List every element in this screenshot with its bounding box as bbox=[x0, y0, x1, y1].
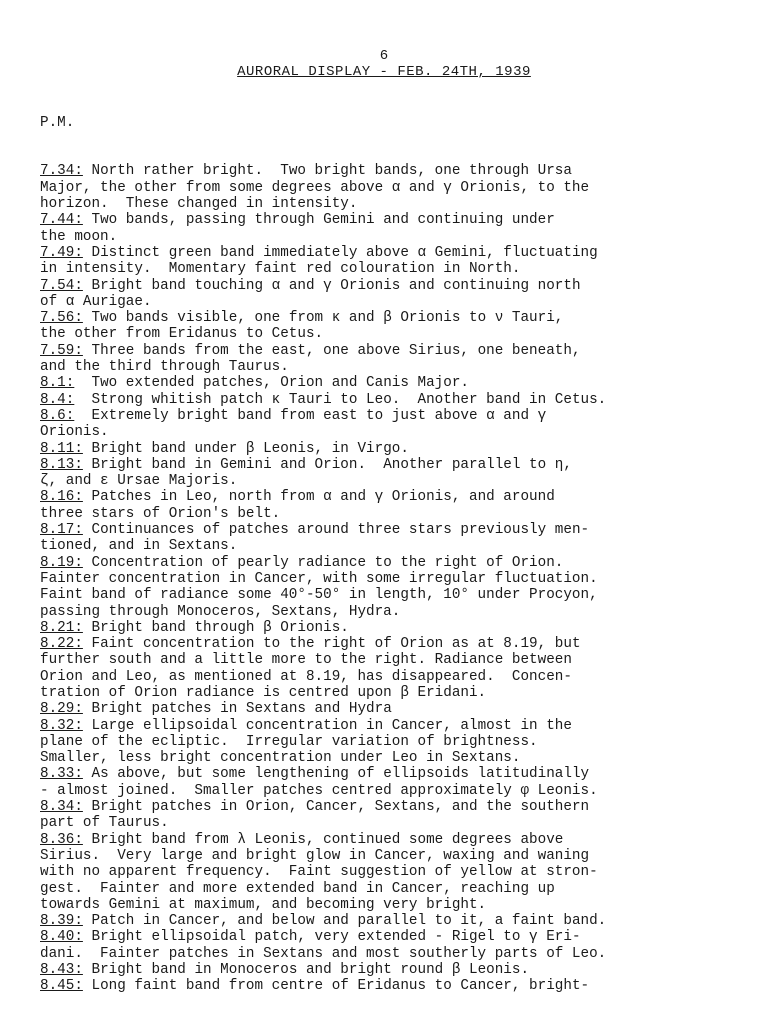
entry-text: Fainter concentration in Cancer, with some irregular fluctuation. bbox=[40, 570, 598, 587]
entry-time: 7.59: bbox=[40, 342, 83, 359]
entry-time: 8.33: bbox=[40, 766, 83, 783]
entry-continuation-line bbox=[40, 180, 740, 196]
entry-text: Bright band in Gemini and Orion. Another parallel to η, bbox=[82, 456, 572, 473]
entry-continuation-line bbox=[40, 571, 740, 587]
entry-first-line bbox=[40, 962, 740, 978]
entry-continuation-line bbox=[40, 734, 740, 750]
entry-text: towards Gemini at maximum, and becoming very bright. bbox=[40, 896, 487, 913]
entry-first-line bbox=[40, 620, 740, 636]
entry-continuation-line bbox=[40, 326, 740, 342]
entry-text: As above, but some lengthening of ellipsoids latitudinally bbox=[82, 766, 590, 783]
entry-text: Smaller, less bright concentration under Leo in Sextans. bbox=[40, 750, 521, 767]
entry-first-line bbox=[40, 408, 740, 424]
entry-text: in intensity. Momentary faint red colouration in North. bbox=[40, 261, 521, 278]
entry-text: tration of Orion radiance is centred upon β Eridani. bbox=[40, 684, 487, 701]
entry-text: ζ, and ε Ursae Majoris. bbox=[40, 473, 238, 490]
entry-time: 8.22: bbox=[40, 636, 83, 653]
entry-continuation-line bbox=[40, 261, 740, 277]
entry-first-line bbox=[40, 555, 740, 571]
entry-text: Long faint band from centre of Eridanus to Cancer, bright- bbox=[82, 978, 590, 995]
entry-first-line bbox=[40, 978, 740, 994]
entry-continuation-line bbox=[40, 815, 740, 831]
period-label: P.M. bbox=[40, 114, 75, 131]
entry-continuation-line bbox=[40, 538, 740, 554]
entry-time: 8.21: bbox=[40, 619, 83, 636]
entry-time: 8.40: bbox=[40, 929, 83, 946]
entry-text: Orionis. bbox=[40, 424, 109, 441]
entry-time: 8.34: bbox=[40, 799, 83, 816]
entry-time: 8.39: bbox=[40, 913, 83, 930]
entry-text: with no apparent frequency. Faint suggestion of yellow at stron- bbox=[40, 864, 598, 881]
entry-text: horizon. These changed in intensity. bbox=[40, 196, 358, 213]
entry-continuation-line bbox=[40, 783, 740, 799]
entry-text: Three bands from the east, one above Sirius, one beneath, bbox=[82, 342, 581, 359]
entry-text: part of Taurus. bbox=[40, 815, 169, 832]
entry-text: - almost joined. Smaller patches centred approximately φ Leonis. bbox=[40, 782, 598, 799]
entry-continuation-line bbox=[40, 506, 740, 522]
entry-text: Faint band of radiance some 40°-50° in length, 10° under Procyon, bbox=[40, 587, 598, 604]
entry-text: passing through Monoceros, Sextans, Hydra. bbox=[40, 603, 401, 620]
entry-text: plane of the ecliptic. Irregular variation of brightness. bbox=[40, 733, 538, 750]
entry-continuation-line bbox=[40, 604, 740, 620]
entry-time: 7.44: bbox=[40, 212, 83, 229]
entry-continuation-line bbox=[40, 864, 740, 880]
entry-continuation-line bbox=[40, 669, 740, 685]
entry-continuation-line bbox=[40, 685, 740, 701]
entry-text: Concentration of pearly radiance to the right of Orion. bbox=[82, 554, 564, 571]
title-text: AURORAL DISPLAY - FEB. 24TH, 1939 bbox=[237, 64, 531, 80]
entry-first-line bbox=[40, 701, 740, 717]
entry-text: Bright patches in Sextans and Hydra bbox=[82, 701, 392, 718]
entry-first-line bbox=[40, 245, 740, 261]
entry-first-line bbox=[40, 392, 740, 408]
entry-text: Bright band under β Leonis, in Virgo. bbox=[82, 440, 409, 457]
entry-text: Sirius. Very large and bright glow in Cancer, waxing and waning bbox=[40, 847, 590, 864]
entry-first-line bbox=[40, 929, 740, 945]
entry-text: and the third through Taurus. bbox=[40, 359, 289, 376]
entry-text: Continuances of patches around three stars previously men- bbox=[82, 522, 590, 539]
entry-text: Bright patches in Orion, Cancer, Sextans, and the southern bbox=[82, 799, 590, 816]
entry-text: gest. Fainter and more extended band in Cancer, reaching up bbox=[40, 880, 555, 897]
page-title bbox=[0, 64, 768, 80]
entry-text: three stars of Orion's belt. bbox=[40, 505, 281, 522]
entry-first-line bbox=[40, 718, 740, 734]
entry-text: Bright band from λ Leonis, continued some degrees above bbox=[82, 831, 564, 848]
entry-continuation-line bbox=[40, 196, 740, 212]
entry-time: 8.17: bbox=[40, 522, 83, 539]
entry-first-line bbox=[40, 832, 740, 848]
entry-time: 8.29: bbox=[40, 701, 83, 718]
page-number: 6 bbox=[379, 48, 389, 64]
entry-time: 8.32: bbox=[40, 717, 83, 734]
entry-continuation-line bbox=[40, 652, 740, 668]
entry-list bbox=[40, 163, 740, 994]
entry-text: Large ellipsoidal concentration in Cancer, almost in the bbox=[82, 717, 572, 734]
entry-time: 8.11: bbox=[40, 440, 83, 457]
entry-text: Distinct green band immediately above α Gemini, fluctuating bbox=[82, 244, 598, 261]
entry-continuation-line bbox=[40, 473, 740, 489]
entry-time: 8.13: bbox=[40, 456, 83, 473]
entry-text: Major, the other from some degrees above α and γ Orionis, to the bbox=[40, 179, 590, 196]
entry-text: Patch in Cancer, and below and parallel to it, a faint band. bbox=[82, 913, 607, 930]
entry-text: Bright ellipsoidal patch, very extended - Rigel to γ Eri- bbox=[82, 929, 581, 946]
entry-time: 8.19: bbox=[40, 554, 83, 571]
entry-time: 8.1: bbox=[40, 375, 75, 392]
entry-text: Two bands visible, one from κ and β Orionis to ν Tauri, bbox=[82, 310, 564, 327]
entry-text: Bright band in Monoceros and bright round β Leonis. bbox=[82, 962, 530, 979]
entry-first-line bbox=[40, 441, 740, 457]
entry-first-line bbox=[40, 913, 740, 929]
entry-continuation-line bbox=[40, 750, 740, 766]
entry-text: Two extended patches, Orion and Canis Major. bbox=[74, 375, 469, 392]
entry-text: Patches in Leo, north from α and γ Orionis, and around bbox=[82, 489, 555, 506]
entry-first-line bbox=[40, 278, 740, 294]
entry-continuation-line bbox=[40, 587, 740, 603]
entry-time: 8.6: bbox=[40, 407, 75, 424]
entry-first-line bbox=[40, 212, 740, 228]
entry-time: 8.36: bbox=[40, 831, 83, 848]
entry-continuation-line bbox=[40, 229, 740, 245]
entry-time: 7.54: bbox=[40, 277, 83, 294]
entry-time: 8.45: bbox=[40, 978, 83, 995]
entry-time: 8.16: bbox=[40, 489, 83, 506]
entry-time: 8.4: bbox=[40, 391, 75, 408]
entry-first-line bbox=[40, 375, 740, 391]
entry-first-line bbox=[40, 163, 740, 179]
entry-text: Faint concentration to the right of Orion as at 8.19, but bbox=[82, 636, 581, 653]
entry-text: Extremely bright band from east to just above α and γ bbox=[74, 407, 547, 424]
entry-first-line bbox=[40, 489, 740, 505]
observation-log bbox=[40, 82, 740, 1027]
entry-time: 8.43: bbox=[40, 962, 83, 979]
entry-first-line bbox=[40, 457, 740, 473]
entry-time: 7.34: bbox=[40, 163, 83, 180]
entry-text: Bright band touching α and γ Orionis and continuing north bbox=[82, 277, 581, 294]
entry-continuation-line bbox=[40, 897, 740, 913]
entry-text: dani. Fainter patches in Sextans and most southerly parts of Leo. bbox=[40, 945, 607, 962]
entry-text: of α Aurigae. bbox=[40, 293, 152, 310]
entry-continuation-line bbox=[40, 946, 740, 962]
entry-text: the moon. bbox=[40, 228, 118, 245]
entry-text: Bright band through β Orionis. bbox=[82, 619, 349, 636]
entry-text: tioned, and in Sextans. bbox=[40, 538, 238, 555]
entry-continuation-line bbox=[40, 294, 740, 310]
entry-first-line bbox=[40, 799, 740, 815]
entry-first-line bbox=[40, 343, 740, 359]
entry-text: North rather bright. Two bright bands, one through Ursa bbox=[82, 163, 572, 180]
entry-text: Two bands, passing through Gemini and continuing under bbox=[82, 212, 555, 229]
entry-text: the other from Eridanus to Cetus. bbox=[40, 326, 324, 343]
entry-text: further south and a little more to the right. Radiance between bbox=[40, 652, 572, 669]
entry-first-line bbox=[40, 310, 740, 326]
entry-continuation-line bbox=[40, 359, 740, 375]
entry-text: Strong whitish patch κ Tauri to Leo. Another band in Cetus. bbox=[74, 391, 607, 408]
entry-first-line bbox=[40, 522, 740, 538]
entry-time: 7.56: bbox=[40, 310, 83, 327]
entry-continuation-line bbox=[40, 424, 740, 440]
entry-first-line bbox=[40, 636, 740, 652]
entry-time: 7.49: bbox=[40, 244, 83, 261]
entry-text: Orion and Leo, as mentioned at 8.19, has disappeared. Concen- bbox=[40, 668, 572, 685]
entry-continuation-line bbox=[40, 881, 740, 897]
entry-first-line bbox=[40, 766, 740, 782]
entry-continuation-line bbox=[40, 848, 740, 864]
